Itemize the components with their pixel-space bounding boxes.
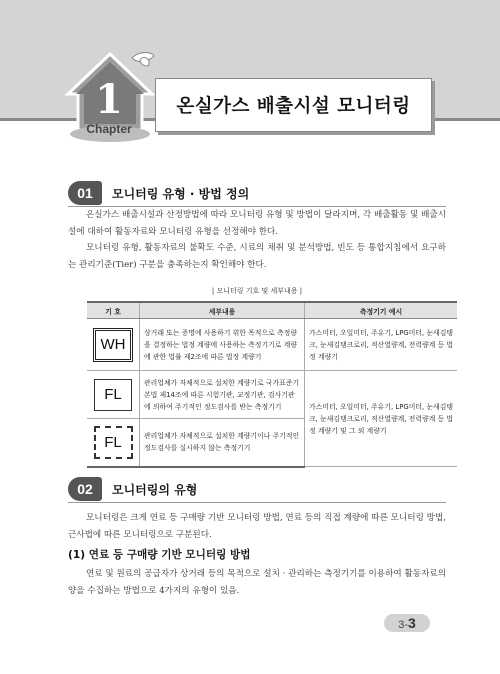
symbol-cell xyxy=(87,319,140,371)
paragraph: 모니터링은 크게 연료 등 구매량 기반 모니터링 방법, 연료 등의 직접 계량에 따른 모니터링 방법, 근사법에 따른 모니터링으로 구분된다. xyxy=(68,513,446,540)
symbol-wh: WH xyxy=(93,328,133,362)
subsection-heading: (1) 연료 등 구매량 기반 모니터링 방법 xyxy=(68,549,251,561)
table-header-cell: 기 호 xyxy=(87,302,140,319)
table-header-cell: 세부내용 xyxy=(140,302,305,319)
section-number-badge: 02 xyxy=(68,477,102,501)
table-row xyxy=(87,319,457,371)
table-row xyxy=(87,371,457,419)
example-cell: 가스미터, 오일미터, 주유기, LPG미터, 눈새김탱크, 눈새김탱크로리, 적산열량계, 전력량계 등 법정 계량기 xyxy=(305,319,458,371)
symbol-fl-dashed: FL xyxy=(94,426,133,459)
table-header-row xyxy=(87,302,457,319)
section-title: 모니터링 유형 · 방법 정의 xyxy=(112,187,250,201)
paragraph: 온실가스 배출시설과 산정방법에 따라 모니터링 유형 및 방법이 달라지며, 각 배출활동 및 배출시설에 대하여 활동자료와 모니터링 유형을 선정해야 한다. xyxy=(68,210,446,237)
section-number-badge: 01 xyxy=(68,181,102,205)
example-cell: 가스미터, 오일미터, 주유기, LPG미터, 눈새김탱크, 눈새김탱크로리, 적산열량계, 전력량계 등 법정 계량기 및 그 외 계량기 xyxy=(305,371,458,467)
symbol-fl: FL xyxy=(94,379,132,411)
page-number xyxy=(384,614,430,632)
symbol-cell xyxy=(87,371,140,419)
symbol-cell xyxy=(87,419,140,467)
description-cell: 상거래 또는 증명에 사용하기 위한 목적으로 측정량을 결정하는 법정 계량에 사용하는 측정기기로 계량에 관한 법률 제2조에 따른 법정 계량기 xyxy=(140,319,305,371)
description-cell: 관리업체가 자체적으로 설치한 계량기이나 주기적인 정도검사를 실시하지 않는 측정기기 xyxy=(140,419,305,467)
table-caption: | 모니터링 기호 및 세부내용 | xyxy=(211,287,303,295)
monitoring-symbol-table xyxy=(87,301,457,468)
paragraph: 연료 및 원료의 공급자가 상거래 등의 목적으로 설치 · 관리하는 측정기기를 이용하여 활동자료의 양을 수집하는 방법으로 4가지의 유형이 있음. xyxy=(68,569,446,596)
description-cell: 관리업체가 자체적으로 설치한 계량기로 국가표준기본법 제14조에 따른 시험기관, 교정기관, 검사기관에 의하여 주기적인 정도검사를 받는 측정기기 xyxy=(140,371,305,419)
table-header-cell: 측정기기 예시 xyxy=(305,302,458,319)
chapter-title: 온실가스 배출시설 모니터링 xyxy=(176,96,411,117)
page-number-prefix: 3- xyxy=(398,619,408,631)
section-title: 모니터링의 유형 xyxy=(112,483,198,497)
chapter-label: Chapter xyxy=(86,122,132,136)
section-underline xyxy=(68,502,446,503)
paragraph: 모니터링 유형, 활동자료의 불확도 수준, 시료의 채취 및 분석방법, 빈도 등 통합지침에서 요구하는 관리기준(Tier) 구분을 충족하는지 확인해야 한다. xyxy=(68,243,446,270)
page-number-value: 3 xyxy=(407,615,416,631)
chapter-number: 1 xyxy=(95,76,123,123)
chapter-title-box xyxy=(155,78,432,132)
